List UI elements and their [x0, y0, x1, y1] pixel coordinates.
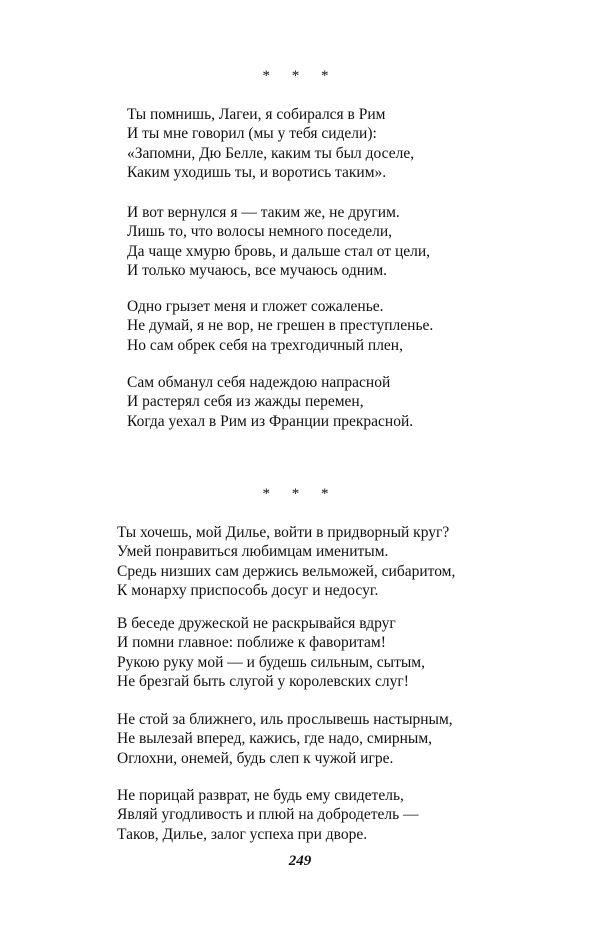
- verse-line: Лишь то, что волосы немного поседели,: [127, 223, 393, 241]
- verse-line: Являй угодливость и плюй на добродетель —: [117, 806, 419, 824]
- verse-line: Когда уехал в Рим из Франции прекрасной.: [127, 412, 414, 430]
- verse-line: И растерял себя из жажды перемен,: [127, 393, 364, 411]
- poem-1-stanza-1: [127, 105, 414, 183]
- verse-line: Не вылезай вперед, кажись, где надо, смирным,: [117, 730, 433, 748]
- poem-1-stanza-3: [127, 297, 433, 355]
- verse-line: Каким уходишь ты, и воротись таким».: [127, 164, 387, 182]
- verse-line: И вот вернулся я — таким же, не другим.: [127, 204, 400, 221]
- poem-2-separator: * * *: [262, 486, 338, 502]
- verse-line: Умей понравиться любимцам именитым.: [117, 543, 389, 561]
- verse-line: К монарху приспособь досуг и недосуг.: [117, 582, 379, 600]
- verse-line: Ты хочешь, мой Дилье, войти в придворный круг?: [117, 524, 450, 541]
- verse-line: Средь низших сам держись вельможей, сибаритом,: [117, 562, 456, 580]
- poem-2-stanza-2: [117, 614, 425, 692]
- poem-1-separator: * * *: [262, 68, 338, 84]
- poem-1-stanza-2: [127, 203, 430, 281]
- poem-2-stanza-3: [117, 710, 453, 768]
- verse-line: Ты помнишь, Лагеи, я собирался в Рим: [127, 106, 386, 123]
- page-number: 249: [288, 853, 312, 869]
- verse-line: Не брезгай быть слугой у королевских слуг!: [117, 673, 409, 691]
- poem-2-stanza-1: [117, 523, 455, 601]
- verse-line: Не думай, я не вор, не грешен в преступленье.: [127, 317, 434, 335]
- verse-line: И только мучаюсь, все мучаюсь одним.: [127, 262, 388, 280]
- verse-line: Одно грызет меня и гложет сожаленье.: [127, 298, 384, 315]
- verse-line: Не стой за ближнего, иль прослывешь настырным,: [117, 711, 453, 728]
- verse-line: Таков, Дилье, залог успеха при дворе.: [117, 825, 368, 843]
- verse-line: Рукою руку мой — и будешь сильным, сытым,: [117, 653, 425, 671]
- poem-2-stanza-4: [117, 786, 419, 844]
- verse-line: Оглохни, онемей, будь слеп к чужой игре.: [117, 749, 394, 767]
- verse-line: Сам обманул себя надеждою напрасной: [127, 374, 391, 391]
- verse-line: Но сам обрек себя на трехгодичный плен,: [127, 336, 403, 354]
- verse-line: И помни главное: поближе к фаворитам!: [117, 634, 386, 652]
- verse-line: И ты мне говорил (мы у тебя сидели):: [127, 125, 377, 143]
- verse-line: Да чаще хмурю бровь, и дальше стал от цели,: [127, 242, 431, 260]
- poem-1-stanza-4: [127, 373, 413, 431]
- verse-line: «Запомни, Дю Белле, каким ты был доселе,: [127, 144, 415, 162]
- verse-line: В беседе дружеской не раскрывайся вдруг: [117, 615, 396, 632]
- verse-line: Не порицай разврат, не будь ему свидетель,: [117, 787, 404, 804]
